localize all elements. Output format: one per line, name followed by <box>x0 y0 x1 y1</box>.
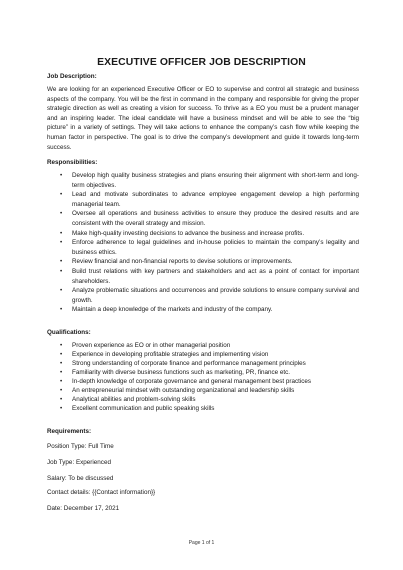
list-item: • Proven experience as EO or in other managerial position <box>60 342 231 349</box>
list-item: • Lead and motivate subordinates to advance employee engagement develop a high performing managerial team. <box>60 191 359 208</box>
qualifications-list <box>47 341 359 413</box>
list-item: • Excellent communication and public speaking skills <box>60 405 215 412</box>
position-type: Position Type: Full Time <box>47 443 114 450</box>
bullet-icon: • <box>60 287 63 295</box>
list-item: • An entrepreneurial mindset with outstanding organizational and leadership skills <box>60 387 295 394</box>
job-description-text: We are looking for an experienced Executive Officer or EO to supervise and control all strategic and business aspects of the company. You will be the first in command in the company and responsible for giving the proper strategic direction as well as creating a vision for success. To thrive as a EO you must be a prudent manager and an inspiring leader. The ideal candidate will have a business mindset and will be able to see the “big picture” in a variety of settings. They will take actions to enhance the company’s cash flow while keeping the human factor in perspective. The goal is to drive the company’s development and guide it towards long-term success. <box>47 86 359 151</box>
bullet-icon: • <box>60 229 63 237</box>
bullet-icon: • <box>60 387 63 394</box>
list-item: • In-depth knowledge of corporate governance and general management best practices <box>60 378 312 385</box>
list-item: • Maintain a deep knowledge of the markets and industry of the company. <box>60 306 273 314</box>
requirements-heading: Requirements: <box>47 428 92 435</box>
bullet-icon: • <box>60 258 63 266</box>
list-item: • Review financial and non-financial reports to devise solutions or improvements. <box>60 258 293 266</box>
salary: Salary: To be discussed <box>47 475 114 482</box>
bullet-icon: • <box>60 267 63 275</box>
bullet-icon: • <box>60 191 63 199</box>
list-item: • Enforce adherence to legal guidelines and in-house policies to maintain the company’s legality and business ethics. <box>60 239 359 256</box>
page-title: EXECUTIVE OFFICER JOB DESCRIPTION <box>97 57 306 68</box>
responsibilities-heading: Responsibilities: <box>47 159 98 166</box>
bullet-icon: • <box>60 396 63 403</box>
bullet-icon: • <box>60 239 63 247</box>
bullet-icon: • <box>60 351 63 358</box>
list-item: • Build trust relations with key partners and stakeholders and act as a point of contact for important shareholders. <box>60 267 359 285</box>
bullet-icon: • <box>60 360 63 367</box>
qualifications-heading: Qualifications: <box>47 329 91 336</box>
page-footer: Page 1 of 1 <box>188 540 215 546</box>
bullet-icon: • <box>60 210 63 218</box>
list-item: • Familiarity with diverse business functions such as marketing, PR, finance etc. <box>60 369 291 376</box>
list-item: • Develop high quality business strategies and plans ensuring their alignment with short-term and long-term objectives. <box>60 172 359 189</box>
list-item: • Make high-quality investing decisions to advance the business and increase profits. <box>60 229 305 237</box>
bullet-icon: • <box>60 342 63 349</box>
contact-details: Contact details: {{Contact information}} <box>47 489 156 496</box>
list-item: • Experience in developing profitable strategies and implementing vision <box>60 351 269 358</box>
date: Date: December 17, 2021 <box>47 505 120 512</box>
bullet-icon: • <box>60 405 63 412</box>
bullet-icon: • <box>60 306 63 314</box>
bullet-icon: • <box>60 172 63 179</box>
job-description-heading: Job Description: <box>47 73 97 80</box>
job-type: Job Type: Experienced <box>47 459 111 466</box>
bullet-icon: • <box>60 369 63 376</box>
list-item: • Oversee all operations and business activities to ensure they produce the desired results and are consistent with the overall strategy and mission. <box>60 210 359 227</box>
responsibilities-list <box>47 171 359 315</box>
list-item: • Analyze problematic situations and occurrences and provide solutions to ensure company survival and growth. <box>60 287 359 304</box>
list-item: • Strong understanding of corporate finance and performance management principles <box>60 360 306 367</box>
list-item: • Analytical abilities and problem-solving skills <box>60 396 196 403</box>
bullet-icon: • <box>60 378 63 385</box>
